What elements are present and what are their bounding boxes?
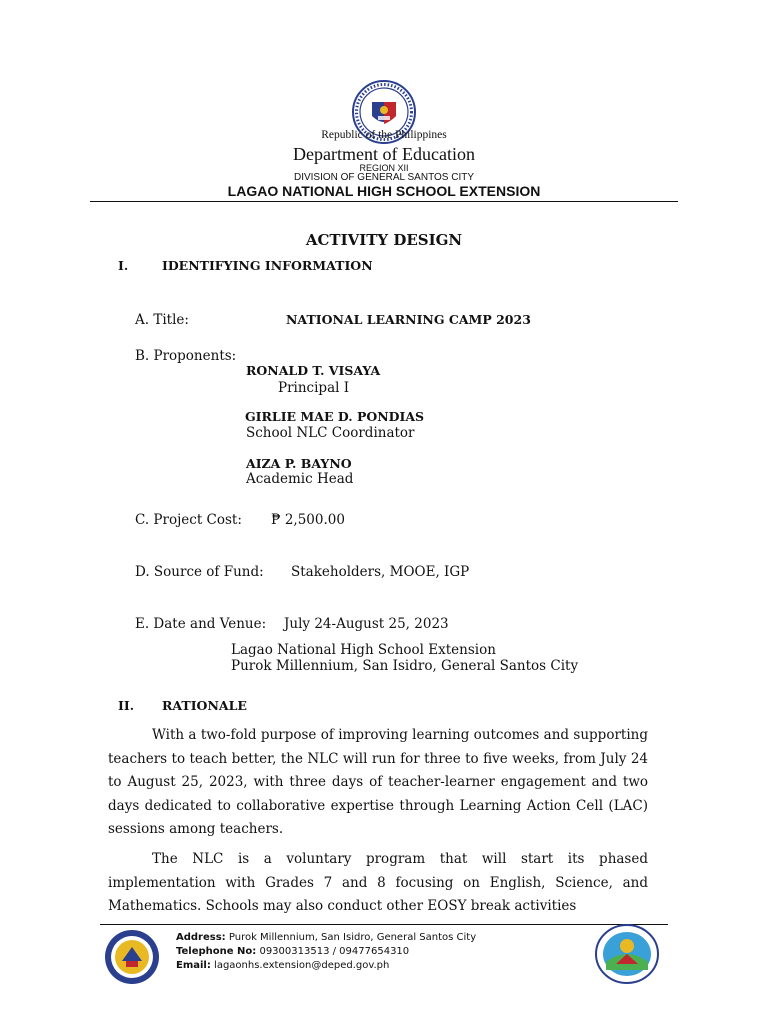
venue-line2: Purok Millennium, San Isidro, General Santos City — [231, 658, 579, 674]
proponent-role: Academic Head — [246, 471, 354, 487]
school-seal-icon — [104, 929, 160, 985]
venue-line1: Lagao National High School Extension — [231, 642, 496, 658]
phone-value: 09300313513 / 09477654310 — [259, 946, 410, 957]
proponent-name: AIZA P. BAYNO — [246, 456, 352, 471]
address-value: Purok Millennium, San Isidro, General Santos City — [228, 932, 477, 943]
cost-value: ₱ 2,500.00 — [271, 512, 345, 528]
proponent-name: RONALD T. VISAYA — [246, 363, 381, 378]
footer-address — [176, 930, 476, 945]
proponents-label: B. Proponents: — [135, 348, 237, 364]
rationale-paragraph-2: The NLC is a voluntary program that will start its phased implementation with Grades 7 and 8 focusing on English, Science, and Mathematics. Schools may also conduct other EOSY break activities — [108, 851, 648, 914]
title-value: NATIONAL LEARNING CAMP 2023 — [286, 312, 531, 327]
email-value: lagaonhs.extension@deped.gov.ph — [214, 960, 390, 971]
rationale-paragraph-1: With a two-fold purpose of improving learning outcomes and supporting teachers to teach better, the NLC will run for three to five weeks, from July 24 to August 25, 2023, with three days of teacher-learner engagement and two days dedicated to collaborative expertise through Learning Action Cell (LAC) sessions among teachers. — [108, 727, 648, 837]
division-seal-icon — [594, 924, 660, 984]
proponent-name: GIRLIE MAE D. PONDIAS — [245, 409, 425, 424]
phone-label: Telephone No: — [176, 946, 257, 957]
address-label: Address: — [176, 932, 226, 943]
section1-heading: IDENTIFYING INFORMATION — [162, 258, 373, 273]
footer-email — [176, 958, 389, 973]
footer-divider — [100, 924, 668, 925]
school-name: LAGAO NATIONAL HIGH SCHOOL EXTENSION — [227, 183, 541, 199]
section1-numeral: I. — [118, 258, 129, 273]
fund-value: Stakeholders, MOOE, IGP — [291, 564, 470, 580]
cost-label: C. Project Cost: — [135, 512, 242, 528]
fund-label: D. Source of Fund: — [135, 564, 264, 580]
date-value: July 24-August 25, 2023 — [284, 616, 449, 632]
section2-heading: RATIONALE — [162, 698, 247, 713]
header-divider — [90, 201, 678, 202]
document-title: ACTIVITY DESIGN — [305, 231, 463, 249]
date-label: E. Date and Venue: — [135, 616, 267, 632]
section2-numeral: II. — [118, 698, 135, 713]
proponent-role: School NLC Coordinator — [246, 425, 415, 441]
region-line: REGION XII — [359, 163, 409, 173]
republic-line: Republic of the Philippines — [321, 129, 447, 141]
division-line: DIVISION OF GENERAL SANTOS CITY — [293, 172, 475, 183]
department-name: Department of Education — [293, 144, 475, 164]
footer-phone — [176, 944, 409, 959]
email-label: Email: — [176, 960, 211, 971]
proponent-role: Principal I — [278, 380, 350, 396]
title-label: A. Title: — [135, 312, 189, 328]
